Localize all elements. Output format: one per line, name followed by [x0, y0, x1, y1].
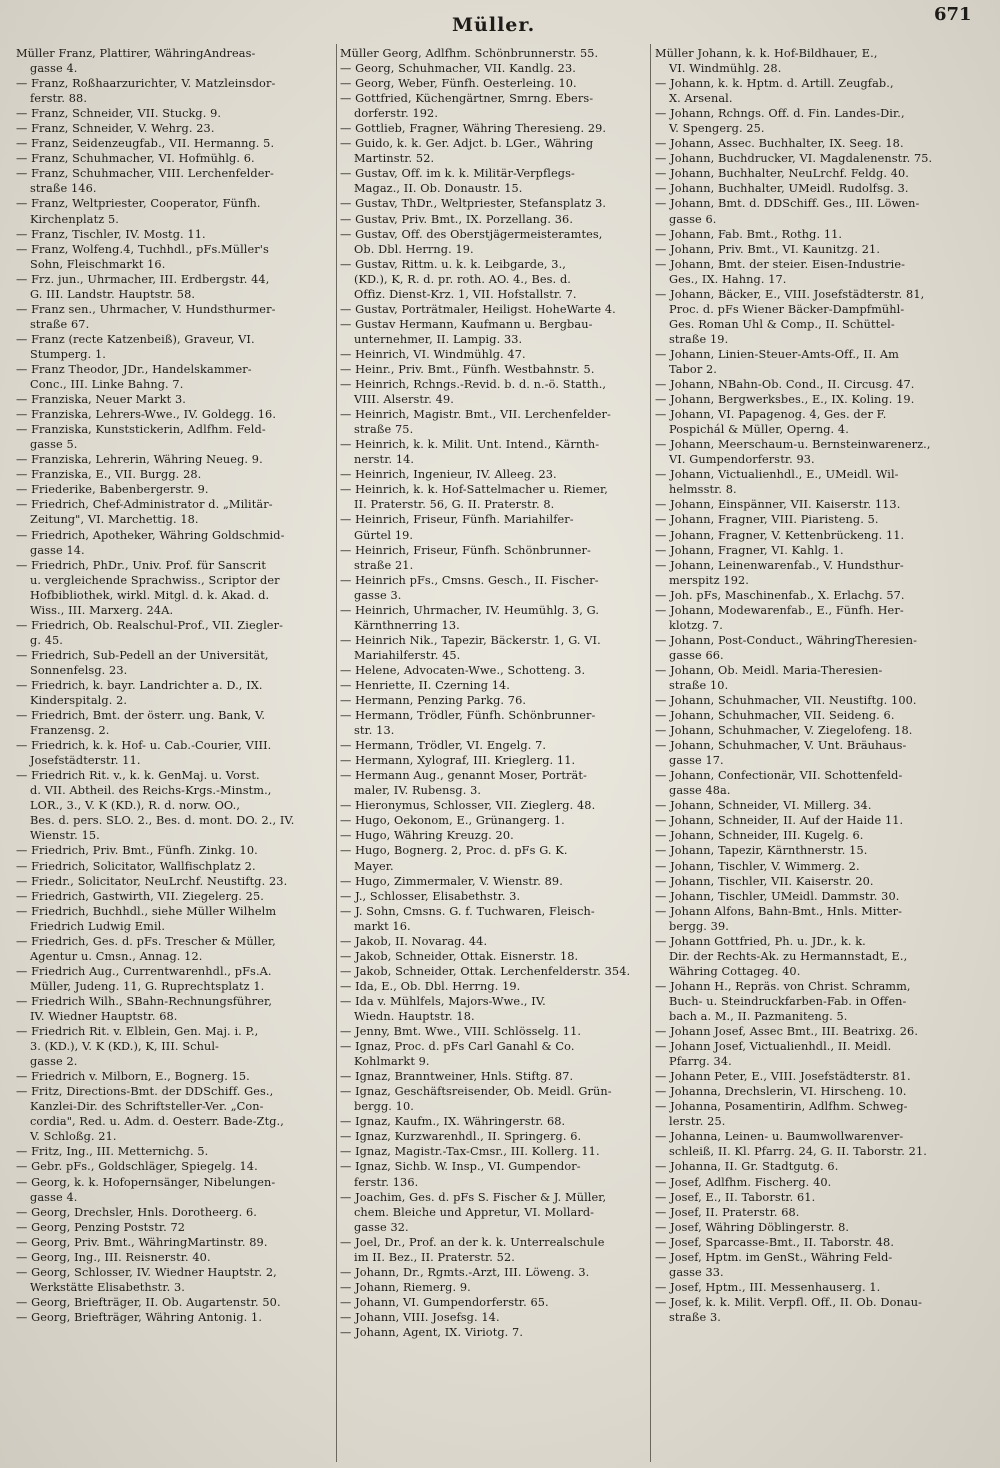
directory-entry: — Heinrich, k. k. Milit. Unt. Intend., Kärnth- nerstr. 14.: [340, 438, 600, 467]
directory-entry: — Heinrich, Uhrmacher, IV. Heumühlg. 3, G. Kärnthnerring 13.: [340, 603, 600, 632]
directory-entry: — Heinrich, Ingenieur, IV. Alleeg. 23.: [340, 468, 557, 482]
directory-entry: — Georg, Ing., III. Reisnerstr. 40.: [16, 1250, 211, 1264]
directory-entry: — Heinrich Nik., Tapezir, Bäckerstr. 1, G. VI. Mariahilferstr. 45.: [340, 633, 601, 662]
directory-entry: — Friedrich, Buchhdl., siehe Müller Wilhelm Friedrich Ludwig Emil.: [16, 904, 277, 933]
directory-entry: — Johanna, Posamentirin, Adlfhm. Schweg- lerstr. 25.: [655, 1100, 908, 1129]
directory-entry: — Johann, Schuhmacher, V. Ziegelofeng. 18.: [655, 724, 913, 738]
directory-entry: — Johann, Victualienhdl., E., UMeidl. Wil- helmsstr. 8.: [655, 468, 899, 497]
directory-entry: — Friedrich Wilh., SBahn-Rechnungsführer, IV. Wiedner Hauptstr. 68.: [16, 994, 273, 1023]
directory-entry: — Franz, Seidenzeugfab., VII. Hermanng. 5.: [16, 137, 275, 151]
directory-entry: — Jakob, Schneider, Ottak. Lerchenfelderstr. 354.: [340, 964, 631, 978]
directory-entry: — Johann, Bäcker, E., VIII. Josefstädterstr. 81, Proc. d. pFs Wiener Bäcker-Dampfmühl- Ges. Roman Uhl & Comp., II. Schüttel- straße 19.: [655, 287, 925, 346]
directory-entry: — Ignaz, Sichb. W. Insp., VI. Gumpendor- ferstr. 136.: [340, 1160, 581, 1189]
directory-entry: — Friedrich, Ob. Realschul-Prof., VII. Ziegler- g. 45.: [16, 618, 283, 647]
directory-entry: — Johann, Linien-Steuer-Amts-Off., II. Am Tabor 2.: [655, 347, 899, 376]
directory-entry: — Friedrich Aug., Currentwarenhdl., pFs.A. Müller, Judeng. 11, G. Ruprechtsplatz 1.: [16, 964, 272, 993]
directory-entry: — Franz, Wolfeng.4, Tuchhdl., pFs.Müller's Sohn, Fleischmarkt 16.: [16, 242, 269, 271]
directory-entry: — Ignaz, Geschäftsreisender, Ob. Meidl. Grün- bergg. 10.: [340, 1085, 612, 1114]
directory-entry: — Friedrich, Ges. d. pFs. Trescher & Müller, Agentur u. Cmsn., Annag. 12.: [16, 934, 276, 963]
directory-entry: — Johann, Riemerg. 9.: [340, 1280, 471, 1294]
directory-entry: — Johann, Fab. Bmt., Rothg. 11.: [655, 227, 843, 241]
directory-entry: — Johann, VI. Papagenog. 4, Ges. der F. Pospichál & Müller, Operng. 4.: [655, 408, 887, 437]
directory-entry: — Johann, Schuhmacher, VII. Seideng. 6.: [655, 709, 895, 723]
directory-entry: — Hieronymus, Schlosser, VII. Zieglerg. 48.: [340, 799, 596, 813]
directory-entry: — Franz, Schneider, V. Wehrg. 23.: [16, 122, 215, 136]
directory-entry: — Friedrich, Gastwirth, VII. Ziegelerg. 25.: [16, 889, 264, 903]
directory-entry: — Georg, Drechsler, Hnls. Dorotheerg. 6.: [16, 1205, 257, 1219]
directory-entry: — Josef, Hptm. im GenSt., Währing Feld- gasse 33.: [655, 1250, 893, 1279]
directory-entry: — Josef, Sparcasse-Bmt., II. Taborstr. 48.: [655, 1235, 895, 1249]
directory-entry: — Friedrich, PhDr., Univ. Prof. für Sanscrit u. vergleichende Sprachwiss., Scriptor der Hofbibliothek, wirkl. Mitgl. d. k. Akad. d. Wiss., III. Marxerg. 24A.: [16, 558, 280, 617]
directory-entry: — Josef, Hptm., III. Messenhauserg. 1.: [655, 1280, 881, 1294]
directory-entry: — Johann, Schneider, II. Auf der Haide 11.: [655, 814, 904, 828]
directory-entry: — Johann, Buchhalter, NeuLrchf. Feldg. 40.: [655, 167, 909, 181]
directory-entry: — Franz, Schuhmacher, VI. Hofmühlg. 6.: [16, 152, 255, 166]
directory-entry: — Johann, Tischler, VII. Kaiserstr. 20.: [655, 874, 874, 888]
directory-entry: — Franziska, Lehrerin, Währing Neueg. 9.: [16, 453, 263, 467]
directory-entry: — Ignaz, Proc. d. pFs Carl Ganahl & Co. Kohlmarkt 9.: [340, 1040, 575, 1069]
directory-entry: — Johann, Fragner, VIII. Piaristeng. 5.: [655, 513, 879, 527]
directory-entry: — Joh. pFs, Maschinenfab., X. Erlachg. 57.: [655, 588, 905, 602]
directory-entry: — Friedrich, k. bayr. Landrichter a. D., IX. Kinderspitalg. 2.: [16, 678, 263, 708]
directory-entry: — Johann, VIII. Josefsg. 14.: [340, 1310, 500, 1324]
directory-entry: — Henriette, II. Czerning 14.: [340, 678, 510, 692]
directory-entry: Müller Johann, k. k. Hof-Bildhauer, E., VI. Windmühlg. 28.: [655, 47, 878, 76]
directory-entry: — Johann, Confectionär, VII. Schottenfeld- gasse 48a.: [655, 769, 903, 798]
directory-entry: — Franz, Tischler, IV. Mostg. 11.: [16, 227, 206, 241]
directory-entry: — Johann, Tapezir, Kärnthnerstr. 15.: [655, 844, 868, 858]
directory-entry: — Heinr., Priv. Bmt., Fünfh. Westbahnstr. 5.: [340, 362, 595, 376]
page-title: Müller.: [452, 14, 536, 36]
directory-entry: — Johann, Leinenwarenfab., V. Hundsthur- merspitz 192.: [655, 558, 904, 587]
directory-entry: — Ignaz, Kurzwarenhdl., II. Springerg. 6.: [340, 1130, 582, 1144]
directory-entry: — Ignaz, Magistr.-Tax-Cmsr., III. Kollerg. 11.: [340, 1145, 600, 1159]
directory-entry: Müller Franz, Plattirer, WähringAndreas- gasse 4.: [16, 47, 256, 76]
directory-entry: — Ida v. Mühlfels, Majors-Wwe., IV. Wiedn. Hauptstr. 18.: [340, 994, 546, 1023]
directory-entry: — Heinrich, Rchngs.-Revid. b. d. n.-ö. Statth., VIII. Alserstr. 49.: [340, 378, 607, 407]
directory-entry: — Gustav, Priv. Bmt., IX. Porzellang. 36.: [340, 212, 574, 226]
directory-entry: — Hermann, Xylograf, III. Krieglerg. 11.: [340, 754, 576, 768]
directory-entry: — Franz, Weltpriester, Cooperator, Fünfh. Kirchenplatz 5.: [16, 197, 261, 226]
directory-entry: — Franziska, Lehrers-Wwe., IV. Goldegg. 16.: [16, 408, 277, 422]
directory-entry: — Johann, Schneider, VI. Millerg. 34.: [655, 799, 872, 813]
directory-entry: — Ignaz, Kaufm., IX. Währingerstr. 68.: [340, 1115, 566, 1129]
directory-entry: — Ignaz, Branntweiner, Hnls. Stiftg. 87.: [340, 1070, 574, 1084]
directory-entry: — Johann, Schneider, III. Kugelg. 6.: [655, 829, 864, 843]
directory-entry: — Georg, Penzing Poststr. 72: [16, 1220, 186, 1234]
directory-entry: — Johann H., Repräs. von Christ. Schramm, Buch- u. Steindruckfarben-Fab. in Offen- bach a. M., II. Pazmaniteng. 5.: [655, 979, 911, 1023]
directory-entry: — Johann, Ob. Meidl. Maria-Theresien- straße 10.: [655, 663, 883, 692]
directory-entry: — Heinrich, Friseur, Fünfh. Mariahilfer- Gürtel 19.: [340, 513, 574, 542]
directory-entry: — Gustav, ThDr., Weltpriester, Stefansplatz 3.: [340, 197, 607, 211]
directory-entry: — Johann, Bergwerksbes., E., IX. Koling. 19.: [655, 393, 915, 407]
directory-entry: — Helene, Advocaten-Wwe., Schotteng. 3.: [340, 663, 586, 677]
directory-entry: — Gottfried, Küchengärtner, Smrng. Ebers- dorferstr. 192.: [340, 92, 594, 121]
directory-entry: Müller Georg, Adlfhm. Schönbrunnerstr. 55.: [340, 47, 599, 60]
directory-entry: — Gustav, Off. im k. k. Militär-Verpflegs- Magaz., II. Ob. Donaustr. 15.: [340, 167, 575, 196]
directory-entry: — Josef, II. Praterstr. 68.: [655, 1205, 800, 1219]
directory-entry: — Franz, Schneider, VII. Stuckg. 9.: [16, 107, 222, 121]
column-2: [340, 46, 648, 1466]
directory-entry: — Hermann, Trödler, VI. Engelg. 7.: [340, 739, 547, 753]
column-divider: [336, 44, 337, 1462]
directory-entry: — Jakob, Schneider, Ottak. Eisnerstr. 18.: [340, 949, 579, 963]
directory-entry: — Gustav, Porträtmaler, Heiligst. HoheWarte 4.: [340, 302, 616, 316]
directory-entry: — Joachim, Ges. d. pFs S. Fischer & J. Müller, chem. Bleiche und Appretur, VI. Mollard- gasse 32.: [340, 1190, 607, 1234]
directory-entry: — Johann, Priv. Bmt., VI. Kaunitzg. 21.: [655, 242, 881, 256]
directory-entry: — Johann, Buchhalter, UMeidl. Rudolfsg. 3.: [655, 182, 909, 196]
directory-entry: — Jakob, II. Novarag. 44.: [340, 934, 488, 948]
directory-entry: — Franziska, Kunststickerin, Adlfhm. Feld- gasse 5.: [16, 423, 266, 452]
directory-entry: — Gottlieb, Fragner, Währing Theresieng. 29.: [340, 122, 607, 136]
directory-entry: — Heinrich pFs., Cmsns. Gesch., II. Fischer- gasse 3.: [340, 573, 599, 602]
directory-entry: — Friedrich, Bmt. der österr. ung. Bank, V. Franzensg. 2.: [16, 709, 266, 738]
directory-entry: — Hermann, Penzing Parkg. 76.: [340, 694, 527, 708]
directory-entry: — Johann, Einspänner, VII. Kaiserstr. 113.: [655, 498, 901, 512]
directory-entry: — Franz, Roßhaarzurichter, V. Matzleinsdor- ferstr. 88.: [16, 77, 276, 106]
directory-entry: — Johann, Buchdrucker, VI. Magdalenenstr. 75.: [655, 152, 933, 166]
directory-entry: — Jenny, Bmt. Wwe., VIII. Schlösselg. 11.: [340, 1025, 582, 1039]
directory-entry: — Johann, k. k. Hptm. d. Artill. Zeugfab., X. Arsenal.: [655, 77, 894, 106]
page-header: [0, 4, 1000, 34]
directory-entry: — Johann Peter, E., VIII. Josefstädterstr. 81.: [655, 1070, 911, 1084]
directory-entry: — Georg, Briefträger, Währing Antonig. 1.: [16, 1310, 263, 1324]
directory-entry: — Friedrich Rit. v. Elblein, Gen. Maj. i. P., 3. (KD.), V. K (KD.), K, III. Schul- gasse 2.: [16, 1025, 259, 1069]
directory-entry: — Johanna, II. Gr. Stadtgutg. 6.: [655, 1160, 839, 1174]
directory-entry: — Friedrich, Apotheker, Währing Goldschmid- gasse 14.: [16, 528, 285, 557]
directory-entry: — Franz, Schuhmacher, VIII. Lerchenfelder- straße 146.: [16, 167, 274, 196]
directory-entry: — Johann, Fragner, VI. Kahlg. 1.: [655, 543, 844, 557]
directory-entry: — Johann, VI. Gumpendorferstr. 65.: [340, 1295, 549, 1309]
directory-entry: — Ida, E., Ob. Dbl. Herrng. 19.: [340, 979, 521, 993]
directory-entry: — Fritz, Ing., III. Metternichg. 5.: [16, 1145, 209, 1159]
page-number: 671: [934, 4, 972, 25]
directory-entry: — Friedrich Rit. v., k. k. GenMaj. u. Vorst. d. VII. Abtheil. des Reichs-Krgs.-Minstm., LOR., 3., V. K (KD.), R. d. norw. OO., Bes. d. pers. SLO. 2., Bes. d. mont. DO. 2., IV. Wienstr. 15.: [16, 769, 295, 843]
directory-entry: — Josef, Adlfhm. Fischerg. 40.: [655, 1175, 832, 1189]
directory-entry: — Georg, Schlosser, IV. Wiedner Hauptstr. 2, Werkstätte Elisabethstr. 3.: [16, 1265, 277, 1294]
directory-entry: — Georg, Weber, Fünfh. Oesterleing. 10.: [340, 77, 577, 91]
directory-entry: — Fritz, Directions-Bmt. der DDSchiff. Ges., Kanzlei-Dir. des Schriftsteller-Ver. „Con- cordia", Red. u. Adm. d. Oesterr. Bade-Ztg., V. Schloßg. 21.: [16, 1085, 284, 1144]
directory-entry: — Frz. jun., Uhrmacher, III. Erdbergstr. 44, G. III. Landstr. Hauptstr. 58.: [16, 272, 270, 301]
directory-entry: — Johann, Schuhmacher, V. Unt. Bräuhaus- gasse 17.: [655, 739, 907, 768]
directory-entry: — Johann, Tischler, V. Wimmerg. 2.: [655, 859, 860, 873]
directory-entry: — Hugo, Währing Kreuzg. 20.: [340, 829, 514, 843]
directory-entry: — Heinrich, Friseur, Fünfh. Schönbrunner- straße 21.: [340, 543, 591, 572]
directory-entry: — Guido, k. k. Ger. Adjct. b. LGer., Währing Martinstr. 52.: [340, 137, 594, 166]
directory-entry: — Friedrich, Solicitator, Wallfischplatz 2.: [16, 859, 256, 873]
directory-entry: — Franz (recte Katzenbeiß), Graveur, VI. Stumperg. 1.: [16, 332, 255, 361]
column-divider: [650, 44, 651, 1462]
directory-entry: — Hugo, Oekonom, E., Grünangerg. 1.: [340, 814, 565, 828]
directory-entry: — Hugo, Zimmermaler, V. Wienstr. 89.: [340, 874, 563, 888]
directory-entry: — Johann, Post-Conduct., WähringTheresien- gasse 66.: [655, 633, 918, 662]
directory-entry: — Friederike, Babenbergerstr. 9.: [16, 483, 209, 497]
directory-entry: — Johann, Modewarenfab., E., Fünfh. Her- klotzg. 7.: [655, 603, 904, 632]
directory-entry: — Johann, Rchngs. Off. d. Fin. Landes-Dir., V. Spengerg. 25.: [655, 107, 905, 136]
directory-entry: — Heinrich, Magistr. Bmt., VII. Lerchenfelder- straße 75.: [340, 408, 611, 437]
directory-entry: — Gustav, Rittm. u. k. k. Leibgarde, 3., (KD.), K, R. d. pr. roth. AO. 4., Bes. d. Offiz. Dienst-Krz. 1, VII. Hofstallstr. 7.: [340, 257, 577, 301]
directory-entry: — Johann, Schuhmacher, VII. Neustiftg. 100.: [655, 694, 917, 708]
directory-entry: — Georg, k. k. Hofopernsänger, Nibelungen- gasse 4.: [16, 1175, 276, 1204]
directory-entry: — Johann, NBahn-Ob. Cond., II. Circusg. 47.: [655, 378, 915, 392]
directory-entry: — Johann, Bmt. d. DDSchiff. Ges., III. Löwen- gasse 6.: [655, 197, 920, 226]
directory-entry: — Johanna, Leinen- u. Baumwollwarenver- schleiß, II. Kl. Pfarrg. 24, G. II. Taborstr. 21.: [655, 1130, 927, 1159]
directory-entry: — Franziska, E., VII. Burgg. 28.: [16, 468, 202, 482]
directory-entry: — Friedrich, Chef-Administrator d. „Militär- Zeitung", VI. Marchettig. 18.: [16, 498, 273, 527]
directory-entry: — J. Sohn, Cmsns. G. f. Tuchwaren, Fleisch- markt 16.: [340, 904, 595, 933]
directory-entry: — Friedrich, Sub-Pedell an der Universität, Sonnenfelsg. 23.: [16, 648, 269, 677]
directory-entry: — Johann, Bmt. der steier. Eisen-Industrie- Ges., IX. Hahng. 17.: [655, 257, 906, 286]
directory-entry: — J., Schlosser, Elisabethstr. 3.: [340, 889, 521, 903]
directory-entry: — Josef, k. k. Milit. Verpfl. Off., II. Ob. Donau- straße 3.: [655, 1295, 922, 1324]
directory-entry: — Gebr. pFs., Goldschläger, Spiegelg. 14.: [16, 1160, 258, 1174]
directory-entry: — Johanna, Drechslerin, VI. Hirscheng. 10.: [655, 1085, 907, 1099]
directory-entry: — Franz Theodor, JDr., Handelskammer- Conc., III. Linke Bahng. 7.: [16, 362, 252, 392]
directory-entry: — Franziska, Neuer Markt 3.: [16, 393, 186, 407]
directory-entry: — Georg, Schuhmacher, VII. Kandlg. 23.: [340, 62, 576, 76]
directory-entry: — Hugo, Bognerg. 2, Proc. d. pFs G. K. Mayer.: [340, 844, 568, 873]
directory-entry: — Hermann Aug., genannt Moser, Porträt- maler, IV. Rubensg. 3.: [340, 769, 587, 798]
directory-entry: — Johann, Agent, IX. Viriotg. 7.: [340, 1325, 524, 1339]
directory-entry: — Friedr., Solicitator, NeuLrchf. Neustiftg. 23.: [16, 874, 288, 888]
directory-entry: — Friedrich v. Milborn, E., Bognerg. 15.: [16, 1070, 250, 1084]
directory-entry: — Johann, Fragner, V. Kettenbrückeng. 11.: [655, 528, 905, 542]
directory-entry: — Friedrich, k. k. Hof- u. Cab.-Courier, VIII. Josefstädterstr. 11.: [16, 739, 272, 768]
directory-entry: — Johann, Meerschaum-u. Bernsteinwarenerz., VI. Gumpendorferstr. 93.: [655, 438, 931, 467]
directory-entry: — Heinrich, k. k. Hof-Sattelmacher u. Riemer, II. Praterstr. 56, G. II. Praterstr. 8.: [340, 483, 608, 512]
directory-entry: — Friedrich, Priv. Bmt., Fünfh. Zinkg. 10.: [16, 844, 258, 858]
column-3: [655, 46, 989, 1466]
directory-entry: — Johann, Assec. Buchhalter, IX. Seeg. 18.: [655, 137, 904, 151]
directory-entry: — Joel, Dr., Prof. an der k. k. Unterrealschule im II. Bez., II. Praterstr. 52.: [340, 1235, 605, 1264]
directory-entry: — Josef, E., II. Taborstr. 61.: [655, 1190, 816, 1204]
directory-entry: — Josef, Währing Döblingerstr. 8.: [655, 1220, 850, 1234]
directory-entry: — Franz sen., Uhrmacher, V. Hundsthurmer- straße 67.: [16, 302, 276, 331]
directory-entry: — Johann Gottfried, Ph. u. JDr., k. k. Dir. der Rechts-Ak. zu Hermannstadt, E., Währing Cottageg. 40.: [655, 934, 908, 978]
directory-entry: — Johann, Tischler, UMeidl. Dammstr. 30.: [655, 889, 900, 903]
directory-entry: — Heinrich, VI. Windmühlg. 47.: [340, 347, 526, 361]
directory-entry: — Gustav Hermann, Kaufmann u. Bergbau- unternehmer, II. Lampig. 33.: [340, 317, 593, 346]
directory-entry: — Georg, Priv. Bmt., WähringMartinstr. 89.: [16, 1235, 268, 1249]
directory-entry: — Johann Alfons, Bahn-Bmt., Hnls. Mitter- bergg. 39.: [655, 904, 903, 933]
directory-entry: — Hermann, Trödler, Fünfh. Schönbrunner- str. 13.: [340, 709, 596, 738]
directory-entry: — Johann Josef, Assec Bmt., III. Beatrixg. 26.: [655, 1025, 919, 1039]
directory-entry: — Gustav, Off. des Oberstjägermeisteramtes, Ob. Dbl. Herrng. 19.: [340, 227, 603, 256]
directory-entry: — Georg, Briefträger, II. Ob. Augartenstr. 50.: [16, 1295, 281, 1309]
directory-entry: — Johann Josef, Victualienhdl., II. Meidl. Pfarrg. 34.: [655, 1040, 892, 1069]
column-1: [16, 46, 334, 1466]
directory-entry: — Johann, Dr., Rgmts.-Arzt, III. Löweng. 3.: [340, 1265, 590, 1279]
